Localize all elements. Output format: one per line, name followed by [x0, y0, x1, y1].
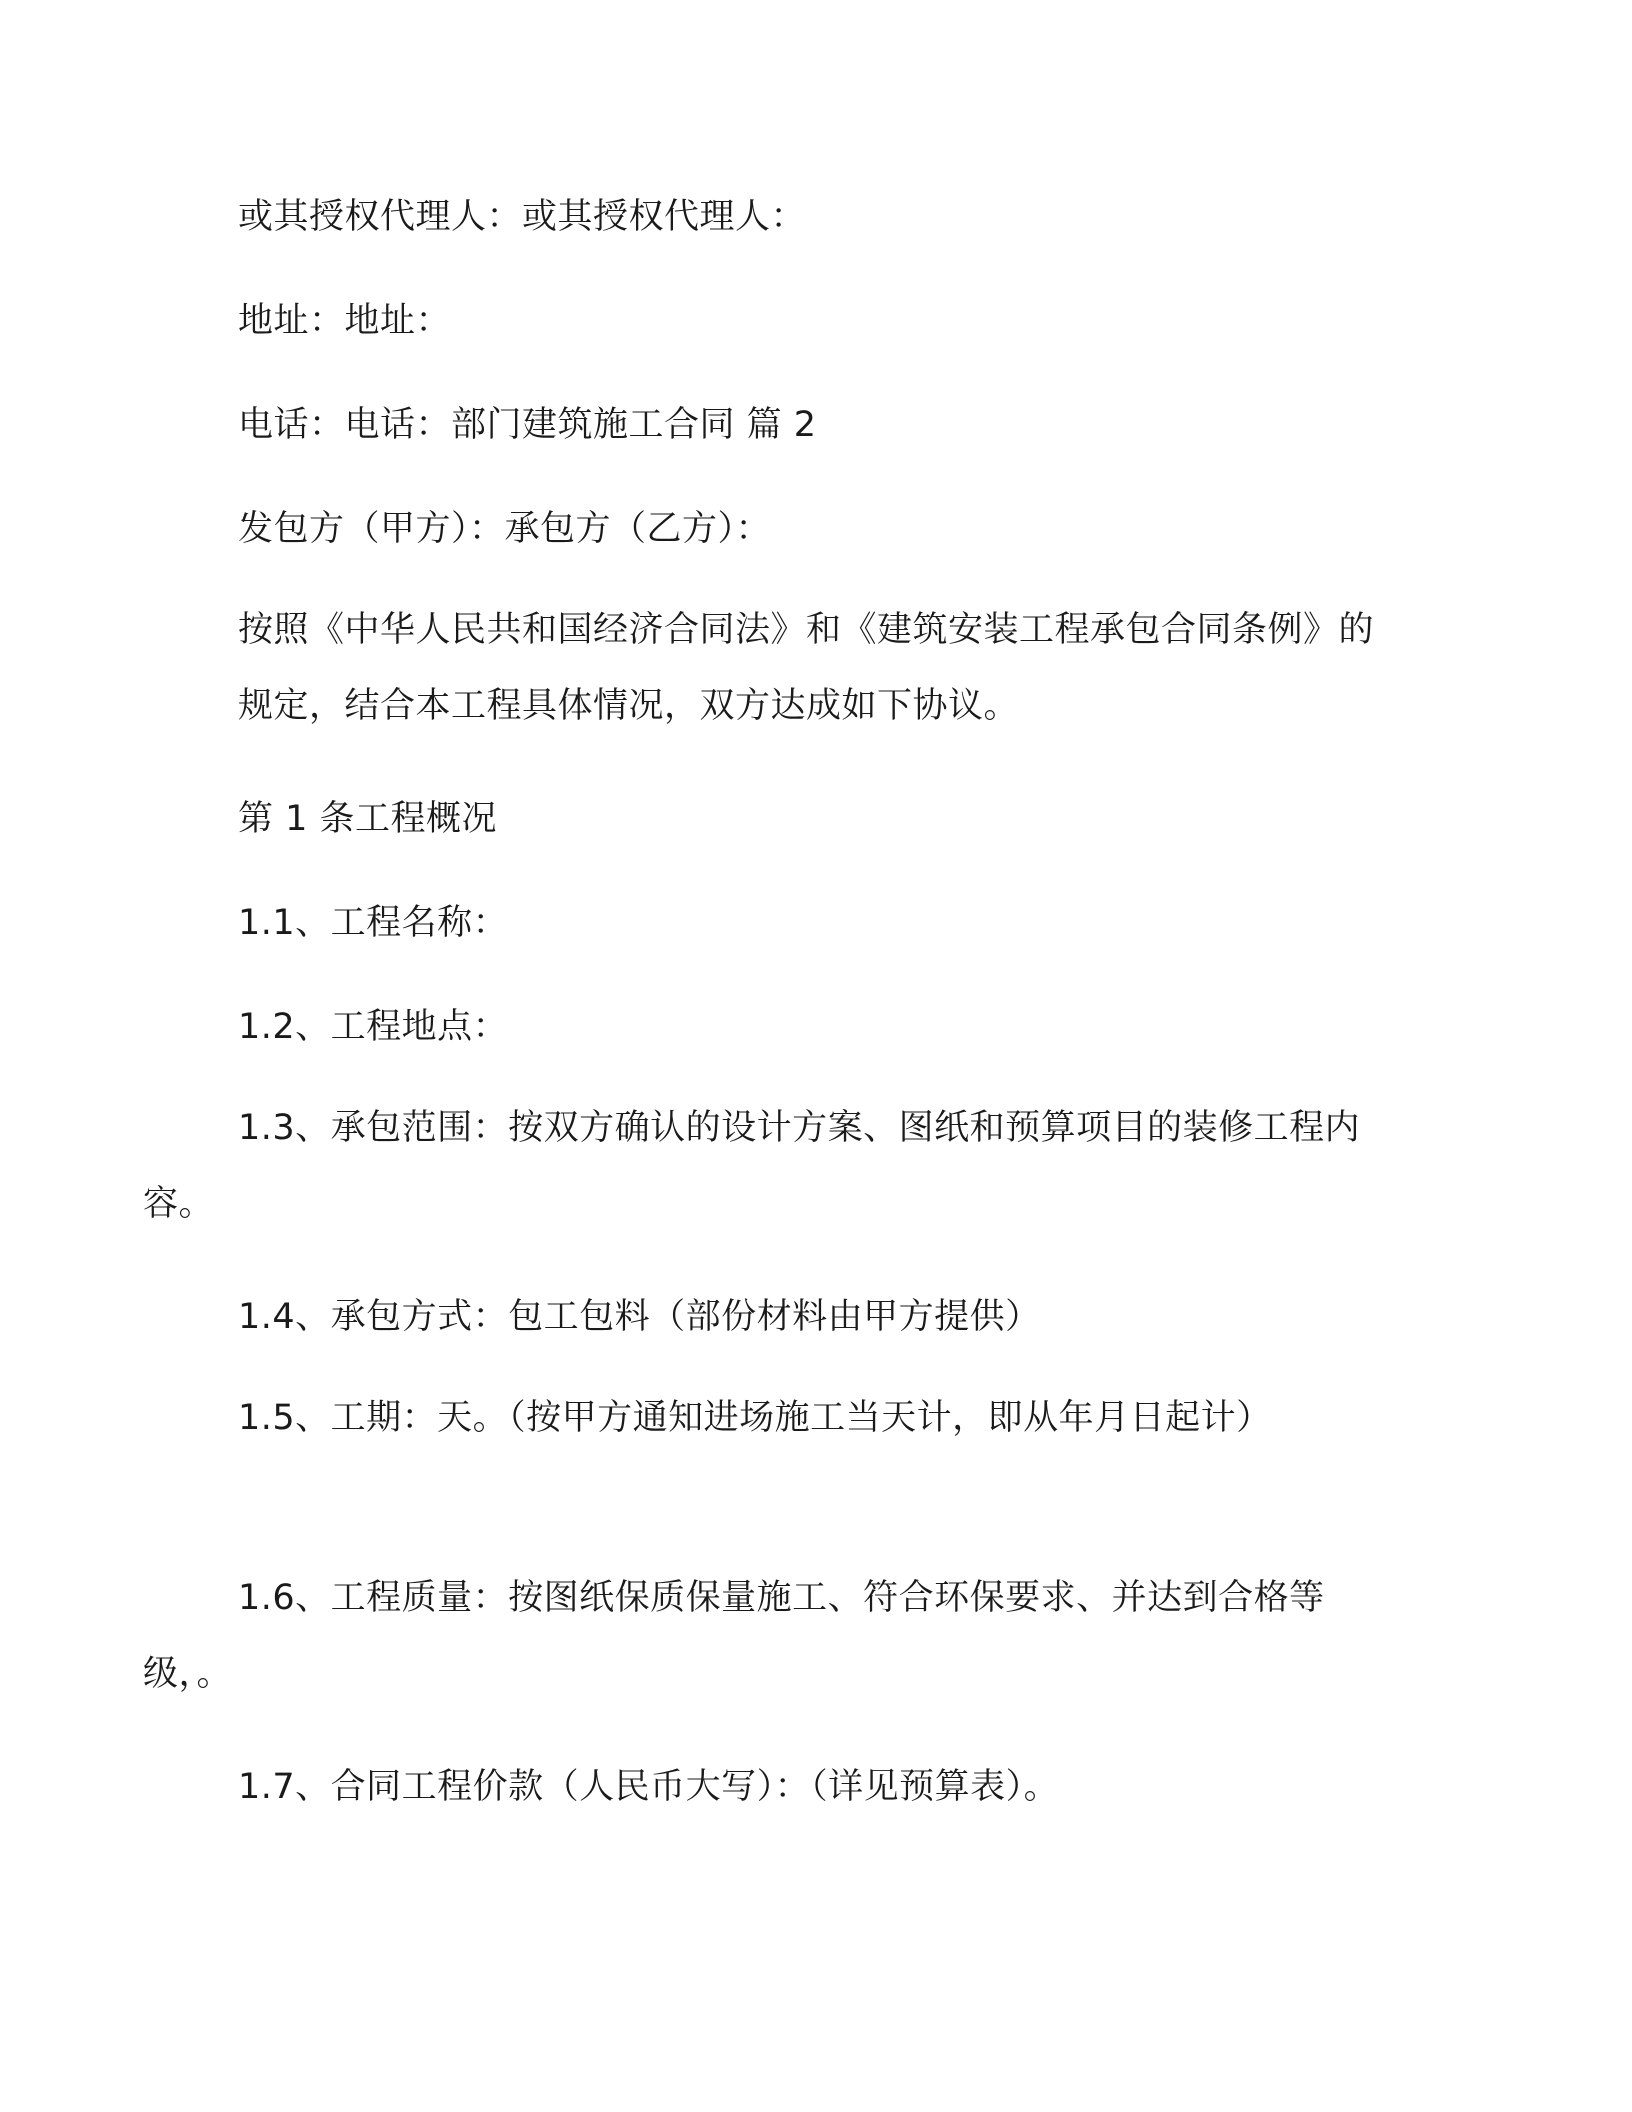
paragraph-1-1-project-name: 1.1、工程名称：: [238, 903, 509, 943]
paragraph-1-7-price: 1.7、合同工程价款（人民币大写）：（详见预算表）。: [238, 1767, 1060, 1807]
paragraph-1-5-duration-text: 1.5、工期：天。（按甲方通知进场施工当天计，即从年月日起计）: [238, 1398, 1272, 1438]
paragraph-1-6-quality-text: 1.6、工程质量：按图纸保质保量施工、符合环保要求、并达到合格等级，。: [143, 1578, 1325, 1694]
paragraph-preamble: [238, 592, 1388, 744]
paragraph-parties: 发包方（甲方）：承包方（乙方）：: [238, 509, 772, 549]
paragraph-1-4-method: 1.4、承包方式：包工包料（部份材料由甲方提供）: [238, 1297, 1041, 1337]
paragraph-article-1-heading: 第 1 条工程概况: [238, 799, 498, 839]
paragraph-1-6-quality: [143, 1560, 1388, 1712]
paragraph-preamble-text: 按照《中华人民共和国经济合同法》和《建筑安装工程承包合同条例》的规定，结合本工程具体情况，双方达成如下协议。: [238, 610, 1375, 726]
paragraph-address: 地址：地址：: [238, 301, 452, 341]
paragraph-1-2-project-location: 1.2、工程地点：: [238, 1007, 509, 1047]
paragraph-1-3-scope-text: 1.3、承包范围：按双方确认的设计方案、图纸和预算项目的装修工程内容。: [143, 1108, 1361, 1224]
paragraph-phone: 电话：电话：部门建筑施工合同 篇 2: [238, 405, 817, 445]
paragraph-1-3-scope: [143, 1090, 1388, 1242]
paragraph-1-5-duration: [143, 1380, 1388, 1456]
paragraph-agent: 或其授权代理人：或其授权代理人：: [238, 197, 807, 237]
